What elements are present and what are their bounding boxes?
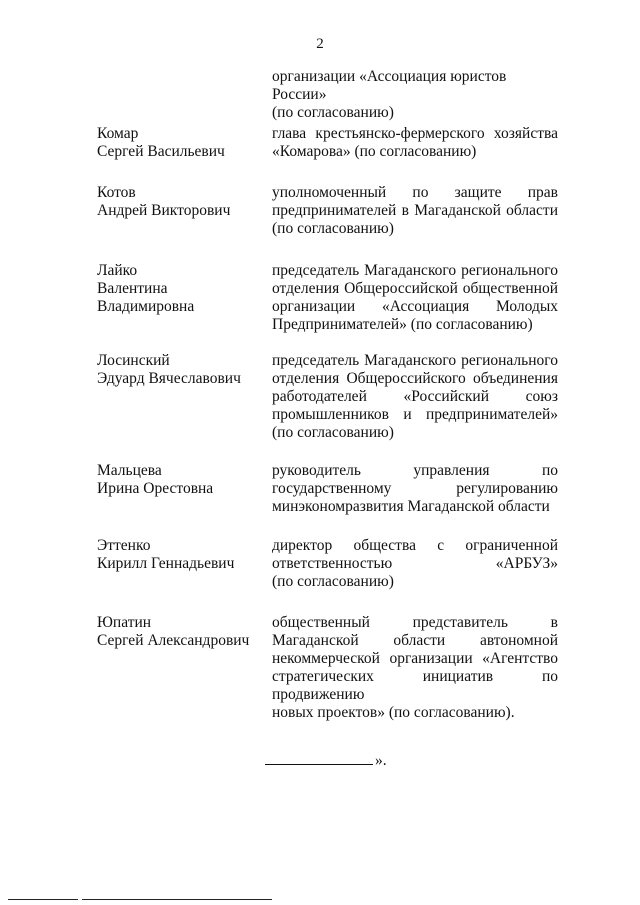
member-role (272, 125, 558, 161)
role-line: «Комарова» (по согласованию) (272, 143, 477, 160)
member-role (272, 462, 558, 516)
member-name (97, 184, 267, 220)
intro-role-continuation (272, 68, 562, 122)
name-line: Кирилл Геннадьевич (97, 555, 235, 572)
role-line: глава крестьянско-фермерского хозяйства (272, 125, 558, 142)
name-line: Валентина (97, 280, 168, 297)
role-line: Магаданской области автономной (272, 632, 558, 649)
member-role (272, 537, 558, 591)
role-line: работодателей «Российский союз (272, 388, 558, 405)
name-line: Андрей Викторович (97, 202, 231, 219)
role-line: отделения Общероссийского объединения (272, 370, 558, 387)
intro-line: (по согласованию) (272, 104, 394, 121)
role-line: предпринимателей в Магаданской области (272, 202, 558, 219)
role-line: руководитель управления по (272, 462, 558, 479)
role-line: государственному регулированию (272, 480, 558, 497)
intro-line: организации «Ассоциация юристов России» (272, 68, 507, 103)
role-line: уполномоченный по защите прав (272, 184, 558, 201)
role-line: новых проектов» (по согласованию). (272, 704, 515, 721)
name-line: Эттенко (97, 537, 151, 554)
name-line: Сергей Васильевич (97, 143, 225, 160)
page-number: 2 (316, 36, 324, 52)
member-name (97, 262, 267, 316)
role-line: председатель Магаданского регионального (272, 352, 558, 369)
role-line: стратегических инициатив по продвижению (272, 668, 558, 703)
role-line: отделения Общероссийской общественной (272, 280, 558, 297)
footer-divider (82, 899, 272, 900)
name-line: Лайко (97, 262, 138, 279)
closing-line (265, 752, 387, 770)
member-role (272, 184, 558, 238)
member-role (272, 262, 558, 334)
member-name (97, 352, 267, 388)
role-line: председатель Магаданского регионального (272, 262, 558, 279)
name-line: Владимировна (97, 298, 195, 315)
member-name (97, 462, 267, 498)
name-line: Сергей Александрович (97, 632, 250, 649)
closing-quote: ». (375, 752, 387, 769)
member-name (97, 537, 267, 573)
member-name (97, 125, 267, 161)
name-line: Котов (97, 184, 136, 201)
name-line: Мальцева (97, 462, 162, 479)
name-line: Комар (97, 125, 139, 142)
role-line: Предпринимателей» (по согласованию) (272, 316, 533, 333)
role-line: (по согласованию) (272, 424, 394, 441)
role-line: ответственностью «АРБУЗ» (272, 555, 558, 572)
member-role (272, 614, 558, 722)
footer-divider (8, 899, 78, 900)
name-line: Юпатин (97, 614, 152, 631)
member-role (272, 352, 558, 442)
name-line: Эдуард Вячеславович (97, 370, 241, 387)
name-line: Ирина Орестовна (97, 480, 214, 497)
role-line: общественный представитель в (272, 614, 558, 631)
role-line: некоммерческой организации «Агентство (272, 650, 558, 667)
signature-rule (265, 764, 373, 765)
role-line: (по согласованию) (272, 220, 394, 237)
member-name (97, 614, 267, 650)
role-line: организации «Ассоциация Молодых (272, 298, 558, 315)
role-line: директор общества с ограниченной (272, 537, 558, 554)
role-line: промышленников и предпринимателей» (272, 406, 558, 423)
role-line: (по согласованию) (272, 573, 394, 590)
role-line: минэкономразвития Магаданской области (272, 498, 550, 515)
name-line: Лосинский (97, 352, 170, 369)
